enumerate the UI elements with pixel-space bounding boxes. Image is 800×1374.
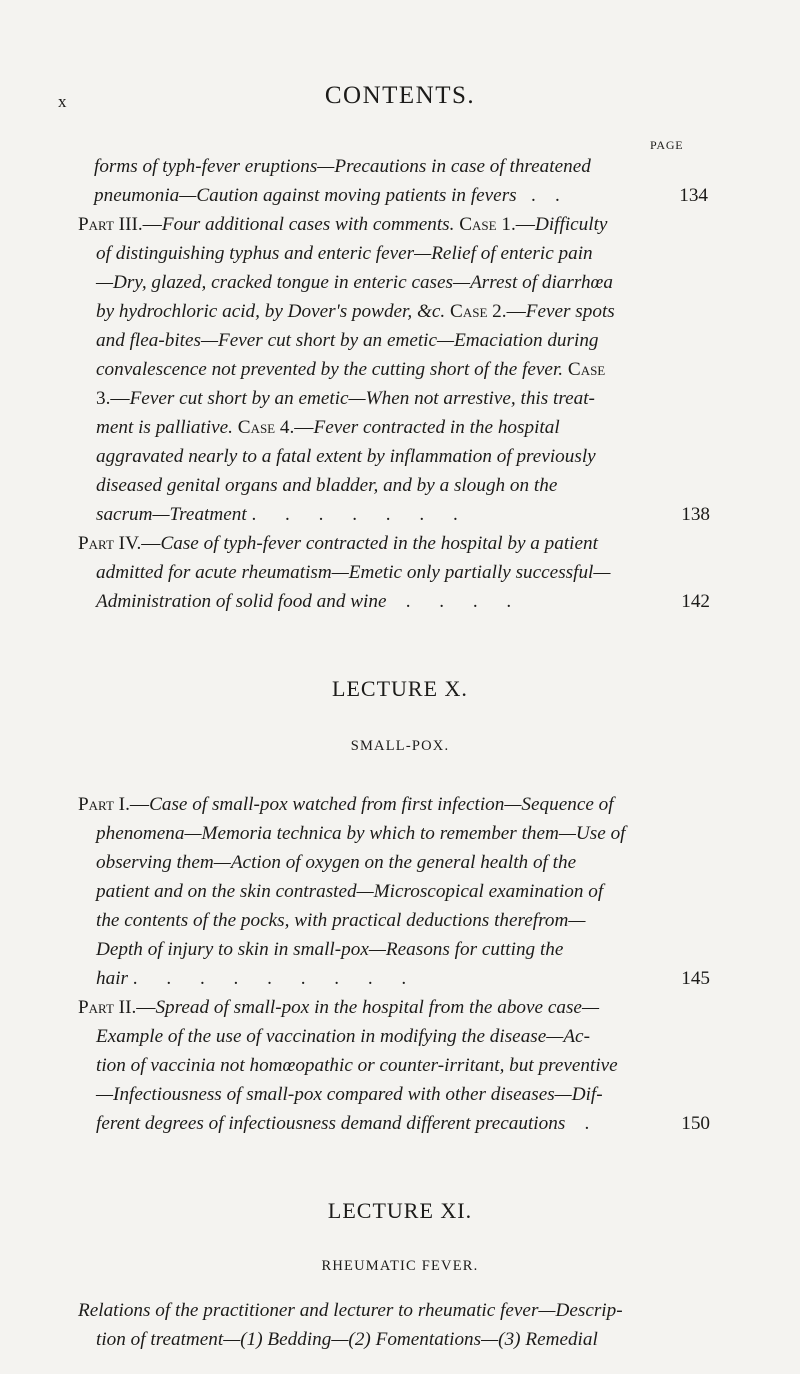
toc-line: by hydrochloric acid, by Dover's powder, &c. Case 2.—Fever spots [96,301,615,322]
page-number: 145 [681,968,710,989]
toc-line: sacrum—Treatment . . . . . . . 138 [96,500,682,529]
toc-line: ment is palliative. Case 4.—Fever contracted in the hospital [96,417,560,438]
toc-line: of distinguishing typhus and enteric fever—Relief of enteric pain [96,243,593,264]
toc-entry-part-i: Part I.—Case of small-pox watched from first infection—Sequence of [78,794,614,815]
lecture-x-subject: SMALL-POX. [350,738,450,754]
toc-line: 3.—Fever cut short by an emetic—When not arrestive, this treat- [96,388,595,409]
toc-line: aggravated nearly to a fatal extent by inflammation of previously [96,446,596,467]
toc-line: phenomena—Memoria technica by which to remember them—Use of [96,823,626,844]
toc-line: Relations of the practitioner and lecturer to rheumatic fever—Descrip- [78,1300,623,1321]
toc-line: diseased genital organs and bladder, and by a slough on the [96,475,558,496]
page-number: 142 [681,591,710,612]
toc-line: patient and on the skin contrasted—Microscopical examination of [96,881,604,902]
lecture-xi-subject: RHEUMATIC FEVER. [321,1258,479,1274]
toc-line: Depth of injury to skin in small-pox—Reasons for cutting the [96,939,564,960]
toc-entry-part-iii: Part III.—Four additional cases with comments. Case 1.—Difficulty [78,214,608,235]
page-number: 138 [681,504,710,525]
toc-line: hair . . . . . . . . . 145 [96,964,682,993]
toc-line: the contents of the pocks, with practical deductions therefrom— [96,910,586,931]
toc-line: pneumonia—Caution against moving patients in fevers . . 134 [94,181,680,210]
toc-line: —Infectiousness of small-pox compared with other diseases—Dif- [96,1084,603,1105]
toc-line: tion of treatment—(1) Bedding—(2) Fomentations—(3) Remedial [96,1329,598,1350]
page-column-label: PAGE [650,138,684,152]
toc-line: Example of the use of vaccination in modifying the disease—Ac- [96,1026,590,1047]
toc-line: —Dry, glazed, cracked tongue in enteric cases—Arrest of diarrhœa [96,272,613,293]
toc-line: tion of vaccinia not homœopathic or counter-irritant, but preventive [96,1055,618,1076]
toc-entry-part-ii: Part II.—Spread of small-pox in the hospital from the above case— [78,997,600,1018]
lecture-x-title: LECTURE X. [332,676,468,701]
running-head: CONTENTS. [324,82,476,109]
toc-line: admitted for acute rheumatism—Emetic only partially successful— [96,562,611,583]
page-folio: x [58,92,67,111]
lecture-xi-title: LECTURE XI. [327,1198,473,1223]
toc-line: observing them—Action of oxygen on the general health of the [96,852,577,873]
toc-line: convalescence not prevented by the cutting short of the fever. Case [96,359,606,380]
toc-line: and flea-bites—Fever cut short by an emetic—Emaciation during [96,330,599,351]
page-number: 134 [679,185,708,206]
page-number: 150 [681,1113,710,1134]
toc-line: Administration of solid food and wine . . . . 142 [96,587,682,616]
toc-line: ferent degrees of infectiousness demand different precautions . 150 [96,1109,682,1138]
toc-line: forms of typh-fever eruptions—Precautions in case of threatened [94,156,591,177]
toc-entry-part-iv: Part IV.—Case of typh-fever contracted in the hospital by a patient [78,533,598,554]
